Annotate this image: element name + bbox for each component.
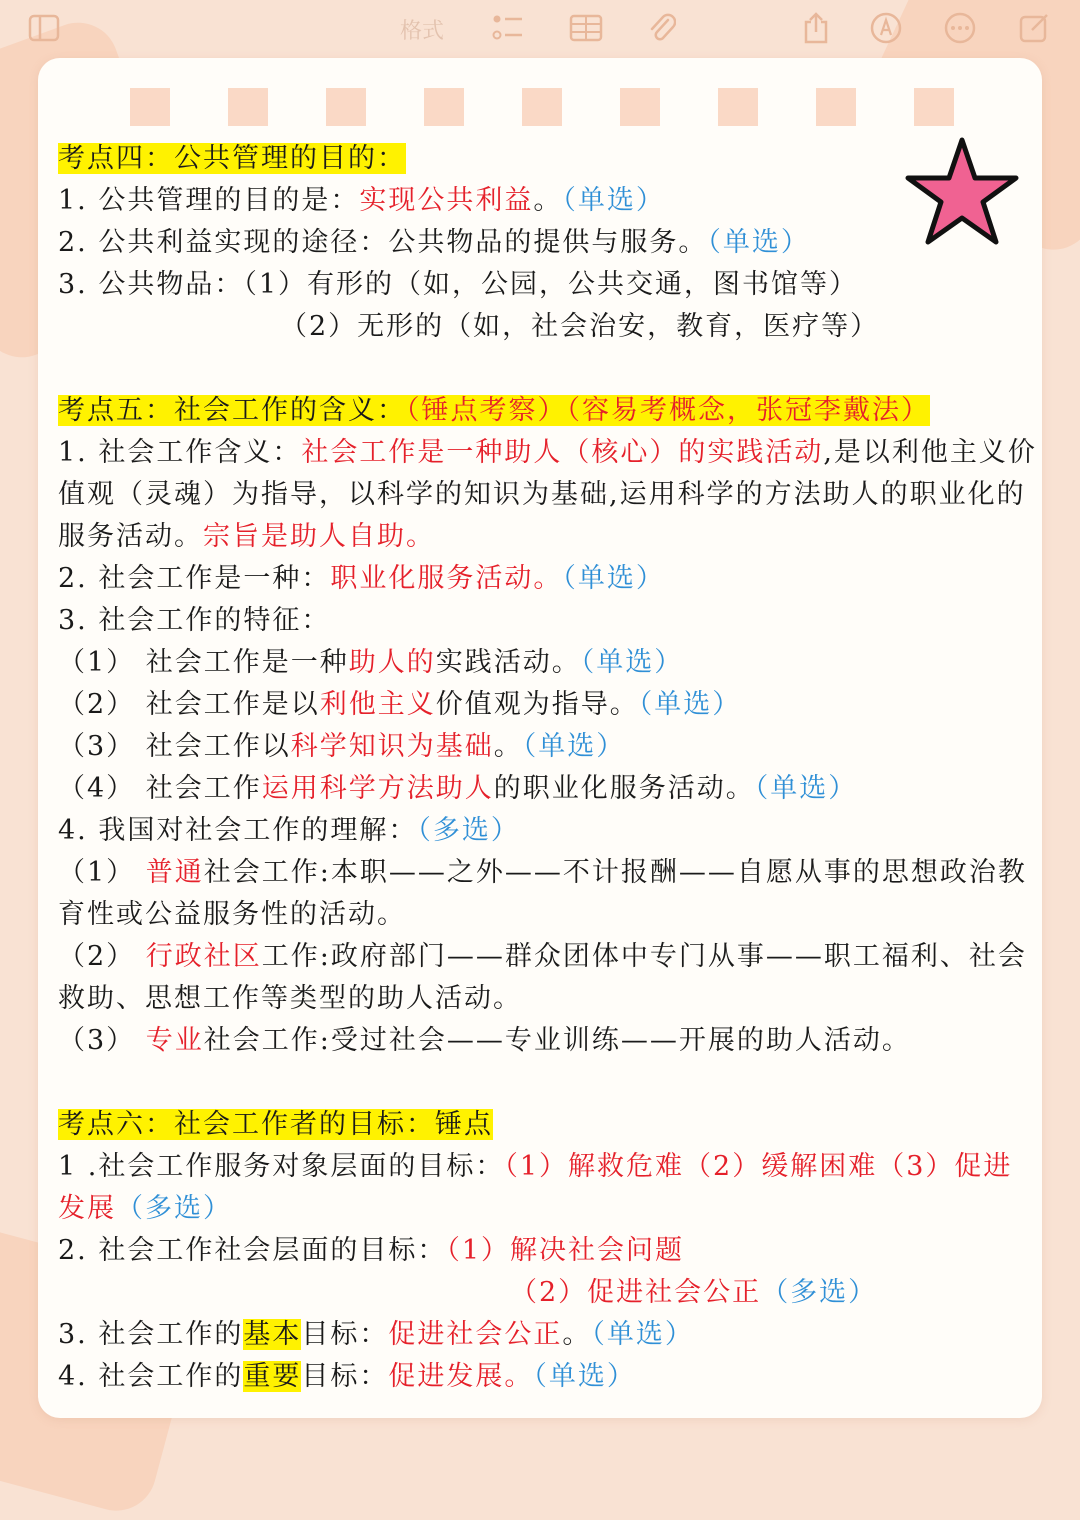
text-line bbox=[58, 1020, 1038, 1062]
text-span: 1. 社会工作含义： bbox=[58, 437, 302, 468]
text-span: （1） 社会工作是一种 bbox=[58, 647, 349, 678]
text-span: 4. 社会工作的 bbox=[58, 1361, 244, 1392]
text-span: 实现公共利益 bbox=[359, 185, 534, 216]
text-span: （3） 社会工作以 bbox=[58, 731, 291, 762]
compose-icon[interactable] bbox=[1016, 10, 1052, 46]
text-span: 科学知识为基础 bbox=[290, 731, 494, 762]
text-span: （单选） bbox=[522, 731, 626, 762]
text-span: 专业 bbox=[145, 1025, 204, 1056]
text-span: 社会工作:受过社会——专业训练——开展的助人活动。 bbox=[203, 1025, 911, 1056]
text-line bbox=[58, 684, 1038, 726]
hole bbox=[718, 88, 758, 126]
notebook-holes bbox=[0, 88, 1080, 128]
text-span: （单选） bbox=[580, 647, 684, 678]
text-span: （单选） bbox=[562, 185, 665, 216]
text-line bbox=[58, 726, 1038, 768]
text-line bbox=[58, 1356, 1038, 1398]
hole bbox=[326, 88, 366, 126]
text-span: 3. 社会工作的特征： bbox=[58, 605, 331, 636]
paperclip-icon[interactable] bbox=[644, 10, 680, 46]
text-span: （1）解救危难（2）缓解困难（3）促进发展 bbox=[58, 1151, 1013, 1224]
text-line bbox=[58, 264, 1038, 306]
text-line bbox=[58, 600, 1038, 642]
text-span: 。 bbox=[562, 1319, 592, 1350]
table-icon[interactable] bbox=[568, 10, 604, 46]
text-line bbox=[58, 810, 1038, 852]
hole bbox=[816, 88, 856, 126]
text-span: （单选） bbox=[591, 1319, 694, 1350]
text-span: （1） bbox=[58, 857, 146, 888]
text-line bbox=[58, 558, 1038, 600]
text-paragraph bbox=[58, 852, 1038, 936]
text-line bbox=[58, 180, 1038, 222]
text-span: 价值观为指导。 bbox=[435, 689, 639, 720]
text-line bbox=[58, 642, 1038, 684]
text-span: 社会工作是一种助人（核心）的实践活动 bbox=[301, 437, 824, 468]
text-span: 促进发展。 bbox=[388, 1361, 534, 1392]
text-span: （1）解决社会问题 bbox=[446, 1235, 685, 1266]
text-span: 1. 公共管理的目的是： bbox=[58, 185, 360, 216]
hole bbox=[130, 88, 170, 126]
text-span: 行政社区 bbox=[145, 941, 262, 972]
text-span: （单选） bbox=[533, 1361, 636, 1392]
text-line bbox=[58, 1230, 1038, 1272]
list-icon[interactable] bbox=[490, 10, 526, 46]
text-span: 目标： bbox=[301, 1361, 389, 1392]
text-span: 2. 社会工作是一种： bbox=[58, 563, 331, 594]
section-heading bbox=[58, 1104, 1038, 1146]
hole bbox=[228, 88, 268, 126]
text-line bbox=[58, 306, 1038, 348]
text-span: 普通 bbox=[145, 857, 204, 888]
text-span: 3. 社会工作的 bbox=[58, 1319, 244, 1350]
text-span: 考点五：社会工作的含义： bbox=[58, 395, 406, 426]
text-span: （2） 社会工作是以 bbox=[58, 689, 320, 720]
text-span: 职业化服务活动。 bbox=[330, 563, 563, 594]
text-span: 基本 bbox=[243, 1319, 302, 1350]
text-span: 助人的 bbox=[348, 647, 436, 678]
hole bbox=[620, 88, 660, 126]
text-span: 利他主义 bbox=[319, 689, 436, 720]
text-span: 3. 公共物品：（1）有形的（如，公园，公共交通，图书馆等） bbox=[58, 269, 859, 300]
text-span: 宗旨是助人自助。 bbox=[203, 521, 435, 552]
text-span: 工作:政府部门——群众团体中专门从事——职工福利、社会救助、思想工作等类型的助人活动。 bbox=[58, 941, 1027, 1014]
text-span: 目标： bbox=[301, 1319, 389, 1350]
text-span: 2. 公共利益实现的途径：公共物品的提供与服务。 bbox=[58, 227, 708, 258]
text-span: （2）促进社会公正 bbox=[510, 1277, 762, 1308]
text-span: 考点四：公共管理的目的： bbox=[58, 143, 406, 174]
text-span: 的职业化服务活动。 bbox=[493, 773, 755, 804]
text-span: （单选） bbox=[707, 227, 810, 258]
share-icon[interactable] bbox=[798, 10, 834, 46]
text-span: （2）无形的（如，社会治安，教育，医疗等） bbox=[280, 311, 880, 342]
text-span: （单选） bbox=[562, 563, 665, 594]
hole bbox=[424, 88, 464, 126]
section-heading bbox=[58, 390, 1038, 432]
text-span: （多选） bbox=[417, 815, 520, 846]
toolbar-title[interactable]: 格式 bbox=[400, 19, 445, 44]
text-span: （锤点考察）（容易考概念，张冠李戴法） bbox=[406, 395, 930, 426]
text-span: 2. 社会工作社会层面的目标： bbox=[58, 1235, 447, 1266]
text-span: 社会工作:本职——之外——不计报酬——自愿从事的思想政治教育性或公益服务性的活动。 bbox=[58, 857, 1027, 930]
text-line bbox=[58, 222, 1038, 264]
hole bbox=[914, 88, 954, 126]
text-span: 。 bbox=[493, 731, 523, 762]
text-span: 考点六：社会工作者的目标：锤点 bbox=[58, 1109, 493, 1140]
sidebar-icon[interactable] bbox=[26, 10, 62, 46]
text-span: （单选） bbox=[638, 689, 742, 720]
text-span: 促进社会公正 bbox=[388, 1319, 563, 1350]
text-span: 重要 bbox=[243, 1361, 302, 1392]
text-span: （2） bbox=[58, 941, 146, 972]
hole bbox=[522, 88, 562, 126]
text-paragraph bbox=[58, 432, 1038, 558]
section-heading bbox=[58, 138, 1038, 180]
text-line bbox=[58, 1314, 1038, 1356]
text-span: （3） bbox=[58, 1025, 146, 1056]
text-span: 实践活动。 bbox=[435, 647, 581, 678]
text-paragraph bbox=[58, 936, 1038, 1020]
text-span: 4. 我国对社会工作的理解： bbox=[58, 815, 418, 846]
text-span: （单选） bbox=[754, 773, 858, 804]
text-span: 。 bbox=[533, 185, 563, 216]
toolbar bbox=[0, 0, 1080, 56]
text-span: （4） 社会工作 bbox=[58, 773, 262, 804]
text-span: 运用科学方法助人 bbox=[261, 773, 494, 804]
text-line bbox=[58, 1272, 1038, 1314]
markup-icon[interactable] bbox=[868, 10, 904, 46]
more-icon[interactable] bbox=[942, 10, 978, 46]
text-paragraph bbox=[58, 1146, 1038, 1230]
text-span: （多选） bbox=[761, 1277, 878, 1308]
note-content bbox=[58, 138, 1038, 1398]
text-span: ,是以利他主义价值观（灵魂）为指导，以科学的知识为基础,运用科学的方法助人的职业化的服务活动。 bbox=[58, 437, 1037, 552]
text-span: （多选） bbox=[116, 1193, 232, 1224]
text-line bbox=[58, 768, 1038, 810]
text-span: 1 .社会工作服务对象层面的目标： bbox=[58, 1151, 505, 1182]
